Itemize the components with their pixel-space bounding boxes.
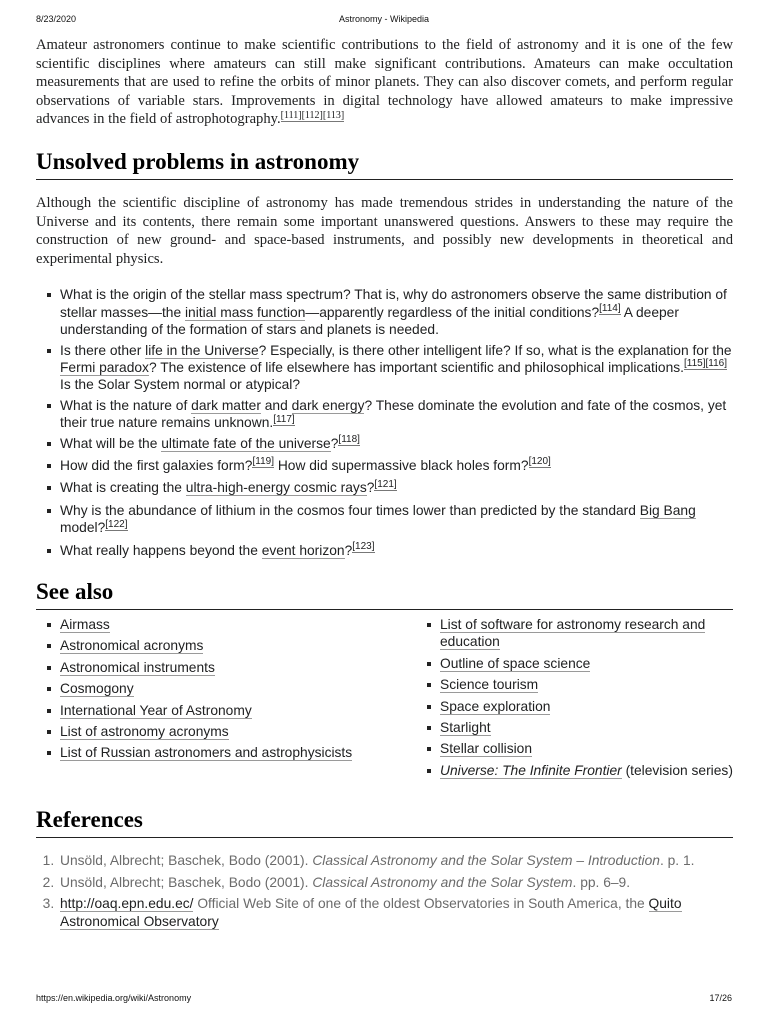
- citation-link[interactable]: [118]: [338, 434, 360, 445]
- see-also-item: [416, 698, 733, 715]
- see-also-item: [416, 616, 733, 651]
- see-also-item: [416, 762, 733, 779]
- print-page-title: Astronomy - Wikipedia: [338, 14, 430, 24]
- citation-link[interactable]: [115]: [684, 358, 706, 370]
- citation-link[interactable]: [117]: [273, 413, 295, 425]
- see-also-link[interactable]: Universe: The Infinite Frontier: [440, 762, 622, 778]
- link-dark-energy[interactable]: dark energy: [291, 397, 365, 413]
- link-big-bang[interactable]: Big Bang: [639, 502, 696, 518]
- article-content: [36, 36, 733, 934]
- list-item: [36, 286, 733, 338]
- citation-link[interactable]: [112]: [301, 109, 323, 121]
- citation-link[interactable]: [123]: [352, 541, 375, 553]
- link-ultimate-fate-of-the-universe[interactable]: ultimate fate of the universe: [161, 435, 331, 451]
- reference-title: Classical Astronomy and the Solar System – Introduction: [312, 853, 660, 869]
- see-also-link[interactable]: List of astronomy acronyms: [60, 724, 229, 740]
- item-text: A deeper understanding of the formation of stars and planets is needed.: [60, 304, 679, 338]
- item-text: ?: [344, 542, 353, 558]
- see-also-column-1: [36, 616, 416, 783]
- item-text: How did supermassive black holes form?: [273, 458, 529, 473]
- section-heading-unsolved: Unsolved problems in astronomy: [36, 149, 733, 180]
- see-also-item: [36, 723, 416, 740]
- see-also-link[interactable]: Astronomical instruments: [60, 659, 215, 675]
- list-item: [36, 435, 733, 452]
- see-also-item: [36, 744, 416, 761]
- see-also-item: [36, 702, 416, 719]
- list-item: [36, 397, 733, 432]
- see-also-item: [416, 655, 733, 672]
- reference-title: Classical Astronomy and the Solar System: [312, 874, 573, 890]
- see-also-link[interactable]: Space exploration: [440, 698, 551, 714]
- item-text: ?: [330, 435, 339, 451]
- see-also-link[interactable]: List of Russian astronomers and astrophysicists: [60, 745, 353, 761]
- list-item: [36, 457, 733, 474]
- reference-text: Official Web Site of one of the oldest Observatories in South America, the: [193, 896, 649, 912]
- item-text: ? Especially, is there other intelligent life? If so, what is the explanation for the: [258, 342, 732, 358]
- list-item: [36, 542, 733, 559]
- citation-link[interactable]: [122]: [105, 518, 128, 530]
- see-also-item: [36, 616, 416, 633]
- list-item: [36, 502, 733, 537]
- see-also-link[interactable]: Outline of space science: [440, 655, 591, 671]
- item-text: —apparently regardless of the initial conditions?: [305, 304, 600, 320]
- reference-rest: . p. 1.: [659, 853, 695, 869]
- citation-link[interactable]: [113]: [322, 109, 345, 121]
- link-initial-mass-function[interactable]: initial mass function: [184, 304, 306, 320]
- reference-url-link[interactable]: http://oaq.epn.edu.ec/: [60, 896, 194, 912]
- see-also-item: [416, 740, 733, 757]
- item-text: What will be the: [60, 435, 162, 451]
- print-footer: [36, 993, 732, 1007]
- citation-link[interactable]: [114]: [599, 303, 621, 315]
- see-also-item: [36, 659, 416, 676]
- item-text: ?: [366, 480, 375, 496]
- reference-rest: . pp. 6–9.: [572, 874, 631, 890]
- list-item: [36, 342, 733, 394]
- citation-link[interactable]: [120]: [528, 456, 551, 468]
- link-quito-astronomical-observatory[interactable]: Quito Astronomical Observatory: [60, 896, 682, 929]
- section-heading-see-also: See also: [36, 579, 733, 610]
- link-ultra-high-energy-cosmic-rays[interactable]: ultra-high-energy cosmic rays: [185, 480, 367, 496]
- citation-group: [281, 110, 345, 122]
- amateur-paragraph: [36, 36, 733, 129]
- see-also-link[interactable]: Astronomical acronyms: [60, 638, 204, 654]
- link-fermi-paradox[interactable]: Fermi paradox: [60, 359, 149, 375]
- link-life-in-the-universe[interactable]: life in the Universe: [145, 342, 259, 358]
- see-also-link[interactable]: International Year of Astronomy: [60, 702, 252, 718]
- item-text: ? These dominate the evolution and fate of the cosmos, yet their true nature remains unknown.: [60, 397, 727, 431]
- amateur-paragraph-text: Amateur astronomers continue to make scientific contributions to the field of astronomy and it is one of the few scientific disciplines where amateurs can still make significant contributions. Amateurs can make occultation measurements that are used to refine the orbits of minor planets. They can also discover comets, and perform regular observations of variable stars. Improvements in digital technology have allowed amateurs to make impressive advances in the field of astrophotography.: [36, 37, 733, 128]
- print-date: 8/23/2020: [36, 14, 77, 24]
- item-text: How did the first galaxies form?: [60, 458, 253, 473]
- see-also-item: [36, 680, 416, 697]
- item-text: model?: [60, 520, 106, 536]
- see-also-link[interactable]: Science tourism: [440, 677, 539, 693]
- see-also-link[interactable]: Airmass: [60, 617, 110, 633]
- item-text: Why is the abundance of lithium in the cosmos four times lower than predicted by the standard: [60, 502, 640, 518]
- see-also-link[interactable]: Stellar collision: [440, 741, 533, 757]
- see-also-item: [416, 719, 733, 736]
- item-text: What really happens beyond the: [60, 542, 262, 558]
- unsolved-intro: Although the scientific discipline of astronomy has made tremendous strides in understanding the nature of the Universe and its contents, there remain some important unanswered questions. Answers to these may require the construction of new ground- and space-based instruments, and possibly new developments in theoretical and experimental physics.: [36, 194, 733, 267]
- see-also-link[interactable]: Cosmogony: [60, 681, 134, 697]
- citation-link[interactable]: [111]: [280, 109, 302, 121]
- print-header: [36, 14, 732, 28]
- item-text: and: [260, 397, 292, 413]
- reference-item: [58, 874, 733, 891]
- see-also-item-suffix: (television series): [621, 762, 733, 778]
- see-also-item: [416, 676, 733, 693]
- list-item: [36, 479, 733, 496]
- unsolved-problems-list: [36, 286, 733, 559]
- reference-item: [58, 895, 733, 930]
- item-text: What is creating the: [60, 480, 186, 496]
- section-heading-references: References: [36, 807, 733, 838]
- item-text: Is there other: [60, 342, 146, 358]
- item-text: Is the Solar System normal or atypical?: [60, 377, 301, 393]
- link-dark-matter[interactable]: dark matter: [191, 397, 261, 413]
- see-also-link[interactable]: List of software for astronomy research and education: [440, 617, 706, 650]
- item-text: What is the origin of the stellar mass spectrum? That is, why do astronomers observe the same distribution of stellar masses—the: [60, 287, 727, 320]
- references-list: [36, 852, 733, 930]
- reference-authors: Unsöld, Albrecht; Baschek, Bodo (2001).: [60, 874, 313, 890]
- reference-authors: Unsöld, Albrecht; Baschek, Bodo (2001).: [60, 853, 313, 869]
- citation-link[interactable]: [116]: [705, 358, 727, 370]
- see-also-column-2: [416, 616, 733, 783]
- see-also-item: [36, 637, 416, 654]
- reference-item: [58, 852, 733, 869]
- item-text: What is the nature of: [60, 397, 192, 413]
- print-url: https://en.wikipedia.org/wiki/Astronomy: [36, 993, 192, 1003]
- citation-link[interactable]: [119]: [252, 456, 274, 468]
- link-event-horizon[interactable]: event horizon: [261, 542, 345, 558]
- print-page-number: 17/26: [709, 993, 732, 1003]
- citation-link[interactable]: [121]: [374, 478, 397, 490]
- see-also-link[interactable]: Starlight: [440, 720, 491, 736]
- see-also-columns: [36, 616, 733, 783]
- item-text: ? The existence of life elsewhere has important scientific and philosophical implications.: [148, 359, 684, 375]
